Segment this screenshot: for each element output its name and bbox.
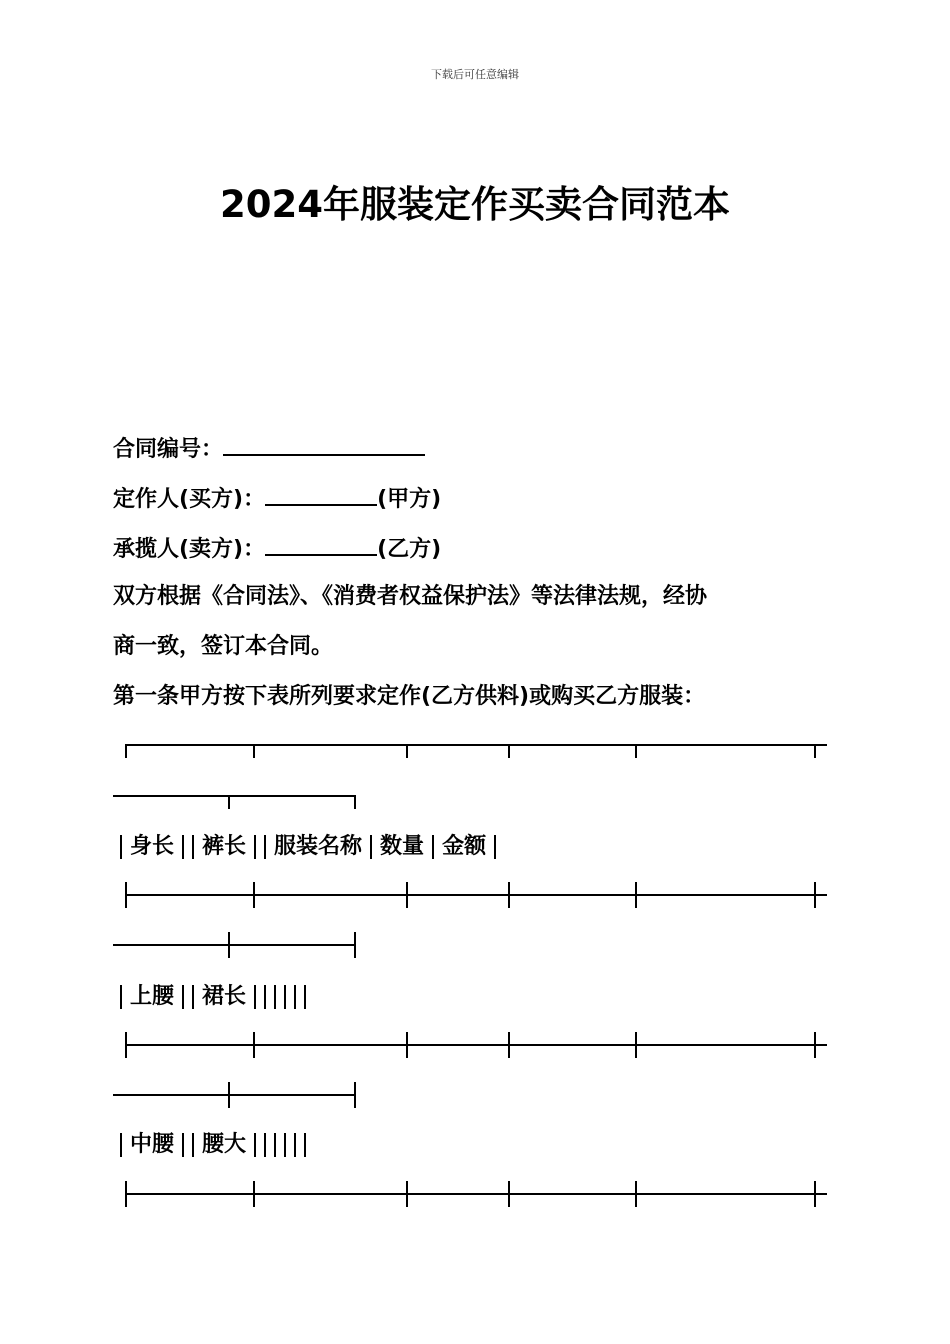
table-cell: 上腰 — [130, 984, 175, 1009]
buyer-suffix: (甲方) — [377, 487, 442, 512]
table-cell: 数量 — [380, 834, 425, 859]
intro-line-2: 商一致，签订本合同。 — [113, 634, 334, 659]
buyer-blank — [265, 482, 377, 506]
intro-line-1: 双方根据《合同法》、《消费者权益保护法》等法律法规，经协 — [113, 584, 708, 609]
table-cell: 中腰 — [130, 1132, 175, 1157]
contract-number-blank — [223, 432, 425, 456]
contract-number-line — [113, 432, 425, 465]
seller-line — [113, 532, 441, 565]
document-title: 2024年服装定作买卖合同范本 — [220, 183, 730, 226]
table-row — [120, 982, 314, 1012]
table-cell: 身长 — [130, 834, 175, 859]
table-cell: 裙长 — [202, 984, 247, 1009]
seller-suffix: (乙方) — [377, 537, 442, 562]
buyer-line — [113, 482, 441, 515]
table-row — [120, 832, 504, 862]
header-note: 下载后可任意编辑 — [431, 68, 519, 81]
seller-blank — [265, 532, 377, 556]
table-row — [120, 1130, 314, 1160]
table-cell: 腰大 — [202, 1132, 247, 1157]
buyer-label: 定作人(买方)： — [113, 487, 266, 512]
seller-label: 承揽人(卖方)： — [113, 537, 266, 562]
article-1: 第一条甲方按下表所列要求定作(乙方供料)或购买乙方服装： — [113, 684, 706, 709]
contract-number-label: 合同编号： — [113, 437, 224, 462]
table-cell: 金额 — [442, 834, 487, 859]
table-cell: 裤长 — [202, 834, 247, 859]
table-cell: 服装名称 — [274, 834, 363, 859]
